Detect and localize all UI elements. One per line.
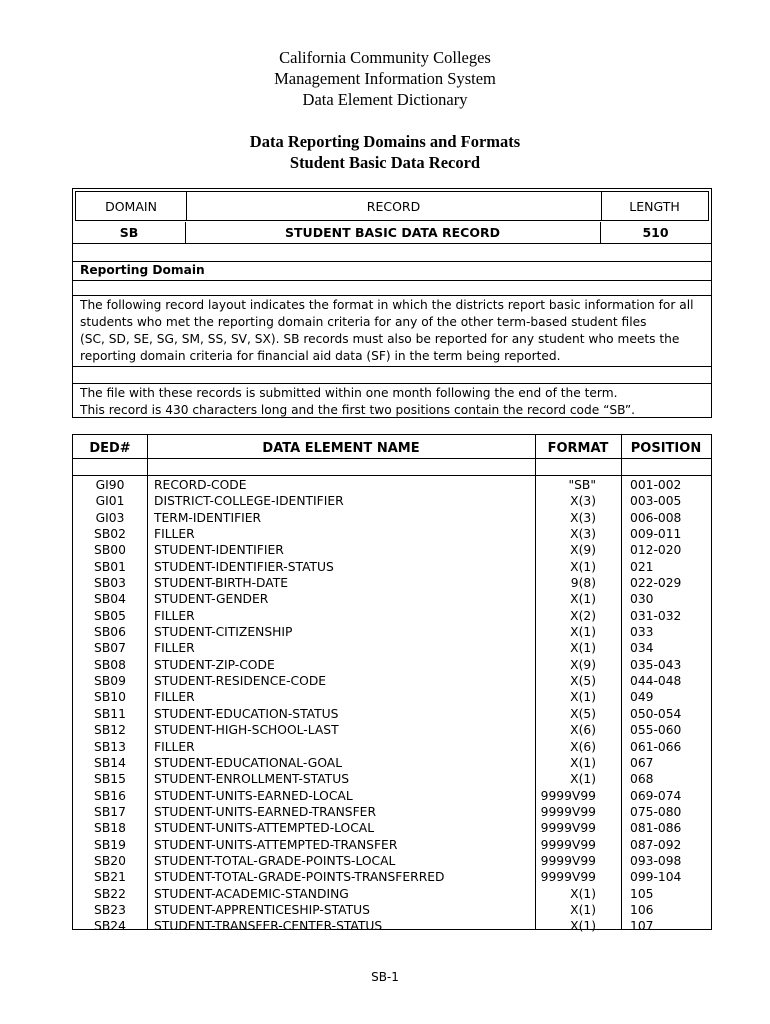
ded-cell: SB23 bbox=[94, 902, 126, 917]
position-cell: 044-048 bbox=[630, 674, 682, 689]
ded-cell: SB11 bbox=[94, 706, 126, 721]
format-cell: X(6) bbox=[570, 739, 596, 754]
element-name-cell: FILLER bbox=[154, 527, 195, 542]
position-cell: 030 bbox=[630, 592, 654, 607]
element-name-cell: FILLER bbox=[154, 690, 195, 705]
paragraph-line: students who met the reporting domain criteria for any of the other term-based student files bbox=[80, 315, 647, 329]
table-row bbox=[73, 657, 711, 673]
element-name-cell: DISTRICT-COLLEGE-IDENTIFIER bbox=[154, 494, 344, 509]
element-name-cell: STUDENT-UNITS-ATTEMPTED-LOCAL bbox=[154, 821, 375, 836]
table-row bbox=[73, 575, 711, 591]
format-cell: X(1) bbox=[570, 559, 596, 574]
submission-paragraph bbox=[80, 385, 704, 419]
header-institution: California Community Colleges bbox=[279, 48, 491, 67]
ded-cell: SB00 bbox=[94, 543, 126, 558]
element-name-cell: STUDENT-BIRTH-DATE bbox=[154, 576, 289, 591]
header-system: Management Information System bbox=[274, 69, 496, 88]
position-cell: 033 bbox=[630, 625, 654, 640]
ded-cell: SB24 bbox=[94, 919, 126, 934]
position-cell: 081-086 bbox=[630, 821, 682, 836]
format-cell: X(3) bbox=[570, 510, 596, 525]
element-name-cell: TERM-IDENTIFIER bbox=[154, 510, 262, 525]
record-values-row bbox=[73, 222, 711, 243]
table-row bbox=[73, 722, 711, 738]
element-name-cell: STUDENT-RESIDENCE-CODE bbox=[154, 674, 327, 689]
element-name-cell: STUDENT-UNITS-ATTEMPTED-TRANSFER bbox=[154, 837, 398, 852]
element-name-cell: STUDENT-TOTAL-GRADE-POINTS-LOCAL bbox=[154, 853, 396, 868]
format-cell: 9999V99 bbox=[540, 837, 596, 852]
ded-cell: SB07 bbox=[94, 641, 126, 656]
position-cell: 009-011 bbox=[630, 527, 682, 542]
reporting-domain-paragraph bbox=[80, 297, 704, 365]
element-name-cell: FILLER bbox=[154, 739, 195, 754]
element-name-cell: FILLER bbox=[154, 608, 195, 623]
format-cell: 9999V99 bbox=[540, 853, 596, 868]
paragraph-line: The file with these records is submitted within one month following the end of the term. bbox=[80, 386, 618, 400]
paragraph-line: The following record layout indicates the format in which the districts report basic information for all bbox=[80, 298, 694, 312]
element-name-cell: STUDENT-ACADEMIC-STANDING bbox=[154, 886, 349, 901]
domain-value: SB bbox=[119, 225, 139, 240]
title-line-1: Data Reporting Domains and Formats bbox=[249, 132, 521, 151]
position-cell: 050-054 bbox=[630, 706, 682, 721]
table-row bbox=[73, 837, 711, 853]
table-row bbox=[73, 902, 711, 918]
element-name-cell: STUDENT-IDENTIFIER-STATUS bbox=[154, 559, 334, 574]
table-row bbox=[73, 689, 711, 705]
record-header-row bbox=[75, 191, 709, 221]
divider bbox=[73, 383, 711, 384]
ded-cell: GI01 bbox=[95, 494, 125, 509]
length-header: LENGTH bbox=[629, 199, 680, 214]
position-cell: 055-060 bbox=[630, 723, 682, 738]
format-cell: X(1) bbox=[570, 755, 596, 770]
reporting-domain-label: Reporting Domain bbox=[80, 263, 205, 277]
position-cell: 035-043 bbox=[630, 657, 682, 672]
record-header: RECORD bbox=[366, 199, 421, 214]
element-rows bbox=[73, 477, 711, 935]
table-row bbox=[73, 820, 711, 836]
format-cell: "SB" bbox=[568, 478, 596, 492]
ded-cell: SB16 bbox=[94, 788, 126, 803]
format-cell: X(1) bbox=[570, 625, 596, 640]
element-name-cell: STUDENT-EDUCATION-STATUS bbox=[154, 706, 339, 721]
ded-cell: SB12 bbox=[94, 723, 126, 738]
ded-cell: SB22 bbox=[94, 886, 126, 901]
format-cell: X(9) bbox=[570, 657, 596, 672]
length-value: 510 bbox=[642, 225, 669, 240]
ded-cell: SB08 bbox=[94, 657, 126, 672]
format-cell: X(1) bbox=[570, 772, 596, 787]
divider bbox=[73, 280, 711, 281]
ded-cell: SB15 bbox=[94, 772, 126, 787]
position-cell: 107 bbox=[630, 919, 654, 934]
format-cell: X(3) bbox=[570, 494, 596, 509]
table-row bbox=[73, 526, 711, 542]
format-cell: 9999V99 bbox=[540, 821, 596, 836]
format-cell: X(2) bbox=[570, 608, 596, 623]
position-cell: 031-032 bbox=[630, 608, 682, 623]
position-cell: 105 bbox=[630, 886, 654, 901]
table-row bbox=[73, 542, 711, 558]
element-name-cell: STUDENT-TRANSFER-CENTER-STATUS bbox=[154, 919, 383, 934]
ded-cell: SB21 bbox=[94, 870, 126, 885]
format-cell: 9999V99 bbox=[540, 870, 596, 885]
position-cell: 093-098 bbox=[630, 853, 682, 868]
position-cell: 106 bbox=[630, 902, 654, 917]
position-cell: 001-002 bbox=[630, 478, 682, 492]
table-row bbox=[73, 608, 711, 624]
header-dictionary: Data Element Dictionary bbox=[302, 90, 468, 109]
position-cell: 012-020 bbox=[630, 543, 682, 558]
table-row bbox=[73, 853, 711, 869]
position-cell: 075-080 bbox=[630, 804, 682, 819]
format-cell: 9999V99 bbox=[540, 804, 596, 819]
ded-cell: SB09 bbox=[94, 674, 126, 689]
format-cell: X(1) bbox=[570, 592, 596, 607]
element-name-cell: STUDENT-ZIP-CODE bbox=[154, 657, 275, 672]
ded-cell: SB14 bbox=[94, 755, 126, 770]
position-cell: 067 bbox=[630, 755, 654, 770]
ded-cell: SB03 bbox=[94, 576, 126, 591]
format-cell: X(9) bbox=[570, 543, 596, 558]
record-value: STUDENT BASIC DATA RECORD bbox=[285, 225, 500, 240]
record-summary-table bbox=[72, 188, 712, 418]
table-row bbox=[73, 886, 711, 902]
element-name-cell: STUDENT-CITIZENSHIP bbox=[154, 625, 293, 640]
format-cell: 9999V99 bbox=[540, 788, 596, 803]
position-cell: 069-074 bbox=[630, 788, 682, 803]
table-row bbox=[73, 771, 711, 787]
format-cell: X(1) bbox=[570, 641, 596, 656]
position-cell: 049 bbox=[630, 690, 654, 705]
element-name-cell: STUDENT-GENDER bbox=[154, 592, 269, 607]
title-line-2: Student Basic Data Record bbox=[289, 153, 481, 172]
ded-cell: SB01 bbox=[94, 559, 126, 574]
element-name-cell: STUDENT-TOTAL-GRADE-POINTS-TRANSFERRED bbox=[154, 870, 445, 885]
position-cell: 021 bbox=[630, 559, 654, 574]
table-row bbox=[73, 755, 711, 771]
table-row bbox=[73, 493, 711, 509]
table-row bbox=[73, 706, 711, 722]
position-cell: 006-008 bbox=[630, 510, 682, 525]
element-name-cell: STUDENT-HIGH-SCHOOL-LAST bbox=[154, 723, 339, 738]
document-title bbox=[0, 131, 770, 173]
element-name-cell: STUDENT-UNITS-EARNED-LOCAL bbox=[154, 788, 353, 803]
table-row bbox=[73, 640, 711, 656]
page-number: SB-1 bbox=[371, 970, 399, 984]
ded-cell: SB20 bbox=[94, 853, 126, 868]
table-row bbox=[73, 510, 711, 526]
format-cell: X(3) bbox=[570, 527, 596, 542]
ded-cell: SB02 bbox=[94, 527, 126, 542]
paragraph-line: reporting domain criteria for financial aid data (SF) in the term being reported. bbox=[80, 349, 561, 363]
position-cell: 034 bbox=[630, 641, 654, 656]
table-row bbox=[73, 673, 711, 689]
position-cell: 061-066 bbox=[630, 739, 682, 754]
element-name-cell: STUDENT-EDUCATIONAL-GOAL bbox=[154, 755, 343, 770]
format-cell: X(6) bbox=[570, 723, 596, 738]
table-row bbox=[73, 591, 711, 607]
format-cell: 9(8) bbox=[570, 576, 596, 591]
ded-cell: GI03 bbox=[95, 510, 125, 525]
data-element-table bbox=[72, 434, 712, 934]
format-column-header: FORMAT bbox=[547, 441, 609, 456]
position-cell: 099-104 bbox=[630, 870, 682, 885]
element-name-cell: FILLER bbox=[154, 641, 195, 656]
position-cell: 087-092 bbox=[630, 837, 682, 852]
ded-cell: SB17 bbox=[94, 804, 126, 819]
ded-cell: SB05 bbox=[94, 608, 126, 623]
table-row bbox=[73, 477, 711, 493]
format-cell: X(1) bbox=[570, 919, 596, 934]
ded-column-header: DED# bbox=[89, 441, 131, 456]
position-cell: 003-005 bbox=[630, 494, 682, 509]
table-row bbox=[73, 869, 711, 885]
ded-cell: SB06 bbox=[94, 625, 126, 640]
format-cell: X(5) bbox=[570, 706, 596, 721]
ded-cell: GI90 bbox=[95, 478, 125, 492]
element-name-cell: RECORD-CODE bbox=[154, 478, 247, 492]
divider bbox=[73, 295, 711, 296]
ded-cell: SB04 bbox=[94, 592, 126, 607]
format-cell: X(1) bbox=[570, 690, 596, 705]
element-name-cell: STUDENT-ENROLLMENT-STATUS bbox=[154, 772, 350, 787]
paragraph-line: This record is 430 characters long and the first two positions contain the record code “SB”. bbox=[80, 403, 636, 417]
table-row bbox=[73, 559, 711, 575]
divider bbox=[73, 243, 711, 244]
format-cell: X(1) bbox=[570, 902, 596, 917]
ded-cell: SB19 bbox=[94, 837, 126, 852]
element-name-cell: STUDENT-IDENTIFIER bbox=[154, 543, 284, 558]
paragraph-line: (SC, SD, SE, SG, SM, SS, SV, SX). SB records must also be reported for any student who meets the bbox=[80, 332, 680, 346]
domain-header: DOMAIN bbox=[105, 199, 157, 214]
divider bbox=[73, 366, 711, 367]
element-name-cell: STUDENT-APPRENTICESHIP-STATUS bbox=[154, 902, 370, 917]
table-row bbox=[73, 739, 711, 755]
element-name-cell: STUDENT-UNITS-EARNED-TRANSFER bbox=[154, 804, 376, 819]
ded-cell: SB10 bbox=[94, 690, 126, 705]
table-row bbox=[73, 804, 711, 820]
ded-cell: SB18 bbox=[94, 821, 126, 836]
document-header bbox=[0, 47, 770, 110]
ded-cell: SB13 bbox=[94, 739, 126, 754]
format-cell: X(1) bbox=[570, 886, 596, 901]
name-column-header: DATA ELEMENT NAME bbox=[262, 441, 420, 456]
position-column-header: POSITION bbox=[630, 441, 702, 456]
position-cell: 068 bbox=[630, 772, 654, 787]
table-row bbox=[73, 624, 711, 640]
table-row bbox=[73, 918, 711, 934]
position-cell: 022-029 bbox=[630, 576, 682, 591]
format-cell: X(5) bbox=[570, 674, 596, 689]
table-row bbox=[73, 788, 711, 804]
